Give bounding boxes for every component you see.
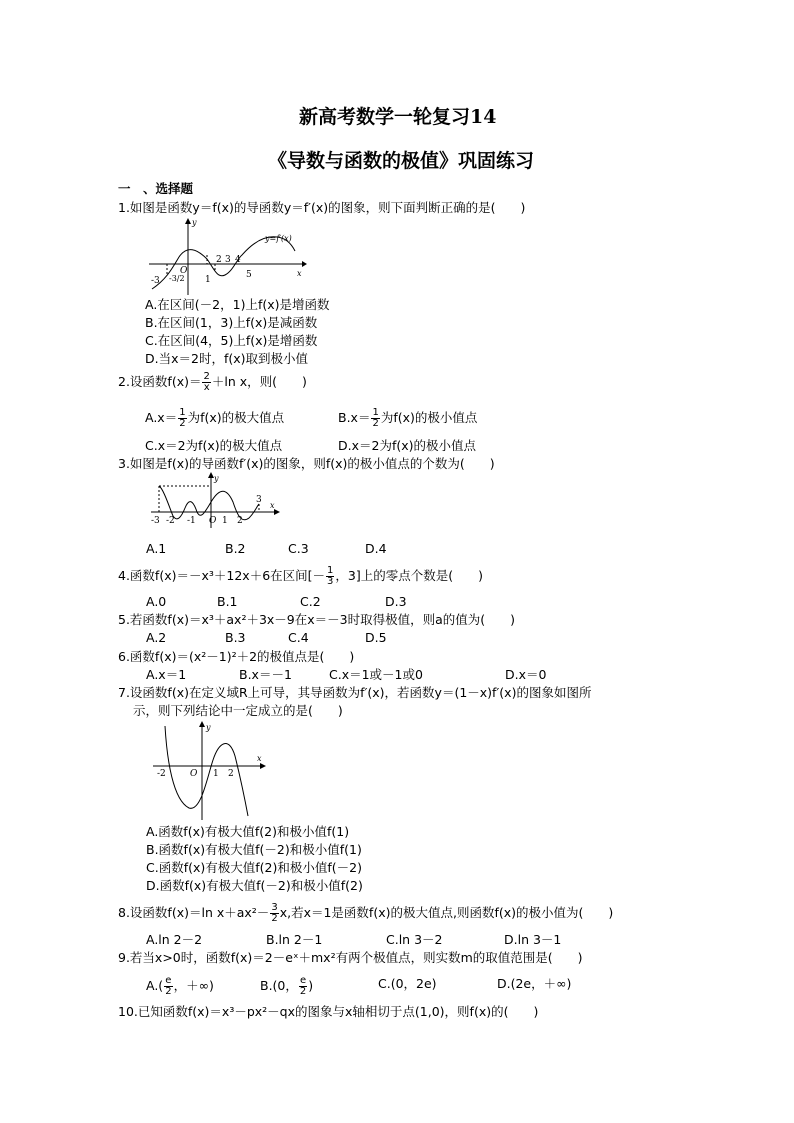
- q7-option-a: A.函数f(x)有极大值f(2)和极小值f(1): [146, 824, 350, 839]
- q8-option-d: D.ln 3－1: [504, 932, 562, 947]
- q9-option-c: C.(0，2e): [378, 976, 437, 991]
- q5-option-a: A.2: [146, 630, 167, 645]
- q2-option-b: B.x＝ $\frac{1}{2}$ 为f(x)的极小值点: [338, 407, 478, 429]
- q1-tick: 2: [216, 255, 222, 265]
- q3-tick: 2: [237, 516, 243, 526]
- q2-option-c: C.x＝2为f(x)的极大值点: [145, 438, 283, 453]
- q7-tick: 1: [213, 769, 219, 779]
- q8-option-b: B.ln 2－1: [266, 932, 323, 947]
- q4-option-b: B.1: [217, 594, 238, 609]
- q7-tick: -2: [157, 769, 166, 779]
- q1-option-a: A.在区间(－2，1)上f(x)是增函数: [145, 297, 330, 312]
- q7-origin: O: [190, 769, 198, 779]
- q1-tick: -3/2: [169, 274, 185, 283]
- q6-stem: 6.函数f(x)＝(x²－1)²＋2的极值点是( ): [118, 649, 355, 664]
- q3-tick: -1: [187, 516, 196, 526]
- q4-option-c: C.2: [300, 594, 321, 609]
- page-subtitle: 《导数与函数的极值》巩固练习: [268, 150, 535, 172]
- q7-stem-line1: 7.设函数f(x)在定义域R上可导，其导函数为f′(x)，若函数y＝(1－x)f′(x)的图象如图所: [118, 685, 592, 700]
- q7-stem-line2: 示，则下列结论中一定成立的是( ): [133, 703, 343, 718]
- q5-option-b: B.3: [225, 630, 246, 645]
- q1-tick: 3: [225, 255, 231, 265]
- q3-origin: O: [209, 516, 217, 526]
- q9-option-d: D.(2e，＋∞): [497, 976, 572, 991]
- q9-stem: 9.若当x>0时，函数f(x)＝2－eˣ＋mx²有两个极值点，则实数m的取值范围是( ): [118, 950, 583, 965]
- q7-x-label: x: [257, 754, 262, 763]
- q2-stem: 2.设函数f(x)＝ $\frac{2}{x}$ ＋ln x，则( ): [118, 371, 307, 393]
- q6-option-c: C.x＝1或－1或0: [329, 667, 423, 682]
- q2-option-d: D.x＝2为f(x)的极小值点: [338, 438, 477, 453]
- q7-y-label: y: [206, 723, 211, 732]
- q3-option-c: C.3: [288, 541, 309, 556]
- q3-y-label: y: [214, 474, 219, 483]
- q7-tick: 2: [228, 769, 234, 779]
- q4-stem: 4.函数f(x)＝－x³＋12x＋6在区间[－ $\frac{1}{3}$ ，3]上的零点个数是( ): [118, 565, 483, 587]
- q6-option-a: A.x＝1: [146, 667, 187, 682]
- q1-origin: O: [180, 266, 188, 276]
- q1-stem: 1.如图是函数y＝f(x)的导函数y＝f′(x)的图象，则下面判断正确的是( ): [118, 200, 526, 215]
- q1-y-label: y: [192, 218, 197, 227]
- q1-option-d: D.当x＝2时，f(x)取到极小值: [145, 351, 309, 366]
- page-title: 新高考数学一轮复习14: [299, 106, 497, 128]
- q3-option-d: D.4: [365, 541, 387, 556]
- q9-option-b: B.(0， $\frac{e}{2}$ ): [260, 975, 314, 997]
- q7-graph: [151, 720, 267, 822]
- q6-option-b: B.x＝－1: [239, 667, 292, 682]
- q7-option-b: B.函数f(x)有极大值f(－2)和极小值f(1): [146, 842, 362, 857]
- q5-stem: 5.若函数f(x)＝x³＋ax²＋3x－9在x＝－3时取得极值，则a的值为( ): [118, 612, 516, 627]
- q3-option-b: B.2: [225, 541, 246, 556]
- q5-option-d: D.5: [365, 630, 387, 645]
- q7-option-c: C.函数f(x)有极大值f(2)和极小值f(－2): [146, 860, 362, 875]
- q8-option-c: C.ln 3－2: [386, 932, 443, 947]
- q5-option-c: C.4: [288, 630, 309, 645]
- q2-option-a: A.x＝ $\frac{1}{2}$ 为f(x)的极大值点: [145, 407, 285, 429]
- q1-tick: 1: [205, 275, 211, 285]
- q3-tick: 3: [256, 495, 262, 505]
- q10-stem: 10.已知函数f(x)＝x³－px²－qx的图象与x轴相切于点(1,0)，则f(x)的( ): [118, 1004, 539, 1019]
- section-heading: 一 、选择题: [118, 181, 194, 196]
- q1-tick: 4: [235, 255, 241, 265]
- q4-option-d: D.3: [385, 594, 407, 609]
- q3-tick: 1: [222, 516, 228, 526]
- q3-option-a: A.1: [146, 541, 167, 556]
- q3-x-label: x: [270, 501, 275, 510]
- q6-option-d: D.x＝0: [505, 667, 547, 682]
- q7-option-d: D.函数f(x)有极大值f(－2)和极小值f(2): [146, 878, 363, 893]
- q3-stem: 3.如图是f(x)的导函数f′(x)的图象，则f(x)的极小值点的个数为( ): [118, 456, 495, 471]
- q8-stem: 8.设函数f(x)＝ln x＋ax²－ $\frac{3}{2}$ x,若x＝1是函数f(x)的极大值点,则函数f(x)的极小值为( ): [118, 902, 614, 924]
- q1-option-c: C.在区间(4，5)上f(x)是增函数: [145, 333, 318, 348]
- q1-tick: 5: [246, 270, 252, 280]
- q1-x-label: x: [297, 269, 302, 278]
- q1-graph: [147, 215, 307, 297]
- q4-option-a: A.0: [146, 594, 167, 609]
- q3-tick: -3: [151, 516, 160, 526]
- q1-tick: -3: [151, 276, 160, 286]
- q1-option-b: B.在区间(1，3)上f(x)是减函数: [145, 315, 318, 330]
- q8-option-a: A.ln 2－2: [146, 932, 203, 947]
- q3-tick: -2: [166, 516, 175, 526]
- q9-option-a: A.( $\frac{e}{2}$ ，＋∞): [146, 975, 214, 997]
- q1-curve-label: y=f′(x): [265, 234, 292, 243]
- q3-graph: [149, 472, 281, 530]
